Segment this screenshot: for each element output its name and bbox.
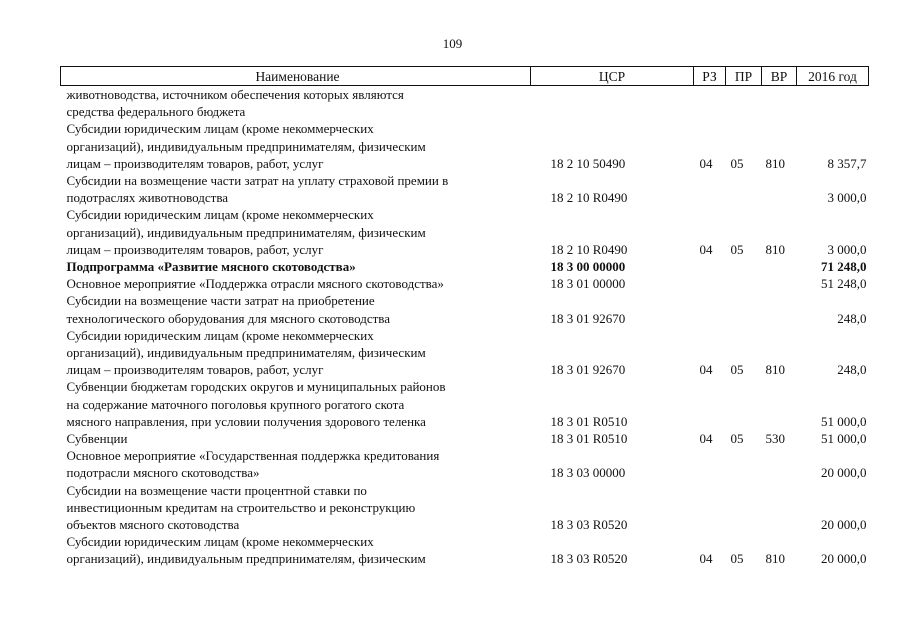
row-rz — [694, 86, 726, 121]
row-name-line: лицам – производителям товаров, работ, услуг — [66, 155, 324, 171]
header-csr: ЦСР — [531, 67, 694, 86]
row-name-line: Субвенции — [66, 431, 128, 447]
row-csr: 18 3 03 00000 — [550, 465, 626, 481]
row-name — [61, 120, 531, 172]
row-amount — [797, 86, 869, 121]
row-name-line: объектов мясного скотоводства — [66, 517, 240, 533]
row-name — [61, 447, 531, 481]
row-name — [61, 327, 531, 379]
row-csr: 18 3 01 R0510 — [550, 431, 628, 447]
row-name-line: организаций), индивидуальным предпринимателям, физическим — [66, 224, 426, 240]
row-rz — [694, 447, 726, 481]
row-rz: 04 — [699, 551, 713, 567]
table-row — [61, 172, 869, 206]
row-csr: 18 2 10 R0490 — [550, 241, 628, 257]
row-pr — [726, 482, 762, 534]
row-amount: 248,0 — [837, 362, 867, 378]
row-amount: 51 000,0 — [821, 413, 867, 429]
row-name-line: организаций), индивидуальным предпринимателям, физическим — [66, 345, 426, 361]
row-csr: 18 3 01 R0510 — [550, 413, 628, 429]
table-row — [61, 120, 869, 172]
row-rz: 04 — [699, 362, 713, 378]
row-amount: 51 000,0 — [821, 431, 867, 447]
row-name-line: Подпрограмма «Развитие мясного скотоводства» — [66, 259, 356, 275]
row-name-line: на содержание маточного поголовья крупного рогатого скота — [66, 396, 405, 412]
row-vr — [762, 292, 797, 326]
row-name-line: подотраслях животноводства — [66, 190, 229, 206]
table-row — [61, 482, 869, 534]
row-vr — [762, 275, 797, 292]
row-pr: 05 — [730, 551, 744, 567]
row-name-line: мясного направления, при условии получения здорового теленка — [66, 413, 426, 429]
row-name — [61, 378, 531, 430]
row-name — [61, 86, 531, 121]
header-amount: 2016 год — [797, 67, 869, 86]
row-csr — [531, 86, 694, 121]
row-vr — [762, 447, 797, 481]
row-name-line: лицам – производителям товаров, работ, услуг — [66, 241, 324, 257]
row-pr — [726, 258, 762, 275]
row-pr: 05 — [730, 431, 744, 447]
row-rz — [694, 275, 726, 292]
header-vr: ВР — [762, 67, 797, 86]
row-rz — [694, 378, 726, 430]
row-amount: 8 357,7 — [827, 155, 867, 171]
row-csr: 18 3 01 92670 — [550, 310, 626, 326]
row-pr: 05 — [730, 155, 744, 171]
row-name-line: Субсидии на возмещение части процентной ставки по — [66, 482, 367, 498]
row-amount: 71 248,0 — [821, 259, 867, 275]
row-name-line: организаций), индивидуальным предпринимателям, физическим — [66, 551, 426, 567]
row-name-line: Субвенции бюджетам городских округов и муниципальных районов — [66, 379, 446, 395]
row-name-line: средства федерального бюджета — [66, 104, 246, 120]
table-row — [61, 86, 869, 121]
row-name — [61, 172, 531, 206]
row-name — [61, 292, 531, 326]
row-name-line: технологического оборудования для мясного скотоводства — [66, 310, 391, 326]
row-vr — [762, 378, 797, 430]
row-csr: 18 2 10 R0490 — [550, 190, 628, 206]
budget-table — [60, 66, 869, 568]
row-vr: 530 — [765, 431, 785, 447]
row-amount: 20 000,0 — [821, 517, 867, 533]
row-vr: 810 — [765, 551, 785, 567]
row-name-line: Основное мероприятие «Поддержка отрасли мясного скотоводства» — [66, 276, 444, 292]
table-body — [61, 86, 869, 568]
row-pr: 05 — [730, 362, 744, 378]
row-rz: 04 — [699, 241, 713, 257]
row-vr: 810 — [765, 241, 785, 257]
row-name — [61, 430, 531, 447]
row-name — [61, 533, 531, 567]
row-csr: 18 3 00 00000 — [550, 259, 626, 275]
row-pr — [726, 86, 762, 121]
row-name-line: Основное мероприятие «Государственная поддержка кредитования — [66, 448, 440, 464]
header-name: Наименование — [61, 67, 531, 86]
row-rz: 04 — [699, 155, 713, 171]
row-name-line: Субсидии юридическим лицам (кроме некоммерческих — [66, 207, 374, 223]
table-row — [61, 447, 869, 481]
row-name-line: подотрасли мясного скотоводства» — [66, 465, 260, 481]
row-rz: 04 — [699, 431, 713, 447]
row-amount: 20 000,0 — [821, 551, 867, 567]
header-pr: ПР — [726, 67, 762, 86]
row-pr: 05 — [730, 241, 744, 257]
row-name — [61, 258, 531, 275]
table-row — [61, 430, 869, 447]
table-row — [61, 378, 869, 430]
row-amount: 20 000,0 — [821, 465, 867, 481]
row-vr — [762, 172, 797, 206]
row-name — [61, 275, 531, 292]
table-row — [61, 327, 869, 379]
row-name-line: животноводства, источником обеспечения которых являются — [66, 87, 404, 102]
table-header — [61, 67, 869, 86]
row-pr — [726, 172, 762, 206]
row-pr — [726, 292, 762, 326]
row-name-line: Субсидии юридическим лицам (кроме некоммерческих — [66, 327, 374, 343]
table-row — [61, 275, 869, 292]
row-pr — [726, 275, 762, 292]
row-name — [61, 482, 531, 534]
row-name-line: инвестиционным кредитам на строительство и реконструкцию — [66, 499, 416, 515]
page-number: 109 — [442, 36, 463, 51]
header-rz: РЗ — [694, 67, 726, 86]
row-vr: 810 — [765, 362, 785, 378]
table-row — [61, 258, 869, 275]
row-rz — [694, 482, 726, 534]
row-rz — [694, 172, 726, 206]
row-name-line: Субсидии юридическим лицам (кроме некоммерческих — [66, 121, 374, 137]
row-vr — [762, 482, 797, 534]
row-vr — [762, 258, 797, 275]
row-amount: 3 000,0 — [827, 190, 867, 206]
table-row — [61, 533, 869, 567]
row-rz — [694, 258, 726, 275]
row-name-line: лицам – производителям товаров, работ, услуг — [66, 362, 324, 378]
row-name-line: организаций), индивидуальным предпринимателям, физическим — [66, 138, 426, 154]
table-row — [61, 292, 869, 326]
row-csr: 18 3 03 R0520 — [550, 517, 628, 533]
row-name — [61, 206, 531, 258]
row-rz — [694, 292, 726, 326]
row-name-line: Субсидии юридическим лицам (кроме некоммерческих — [66, 534, 374, 550]
row-csr: 18 3 01 92670 — [550, 362, 626, 378]
row-name-line: Субсидии на возмещение части затрат на приобретение — [66, 293, 375, 309]
row-csr: 18 2 10 50490 — [550, 155, 626, 171]
row-name-line: Субсидии на возмещение части затрат на уплату страховой премии в — [66, 173, 449, 189]
row-amount: 3 000,0 — [827, 241, 867, 257]
row-csr: 18 3 03 R0520 — [550, 551, 628, 567]
row-pr — [726, 378, 762, 430]
row-csr: 18 3 01 00000 — [550, 276, 626, 292]
row-vr: 810 — [765, 155, 785, 171]
table-row — [61, 206, 869, 258]
row-vr — [762, 86, 797, 121]
row-amount: 248,0 — [837, 310, 867, 326]
row-amount: 51 248,0 — [821, 276, 867, 292]
row-pr — [726, 447, 762, 481]
